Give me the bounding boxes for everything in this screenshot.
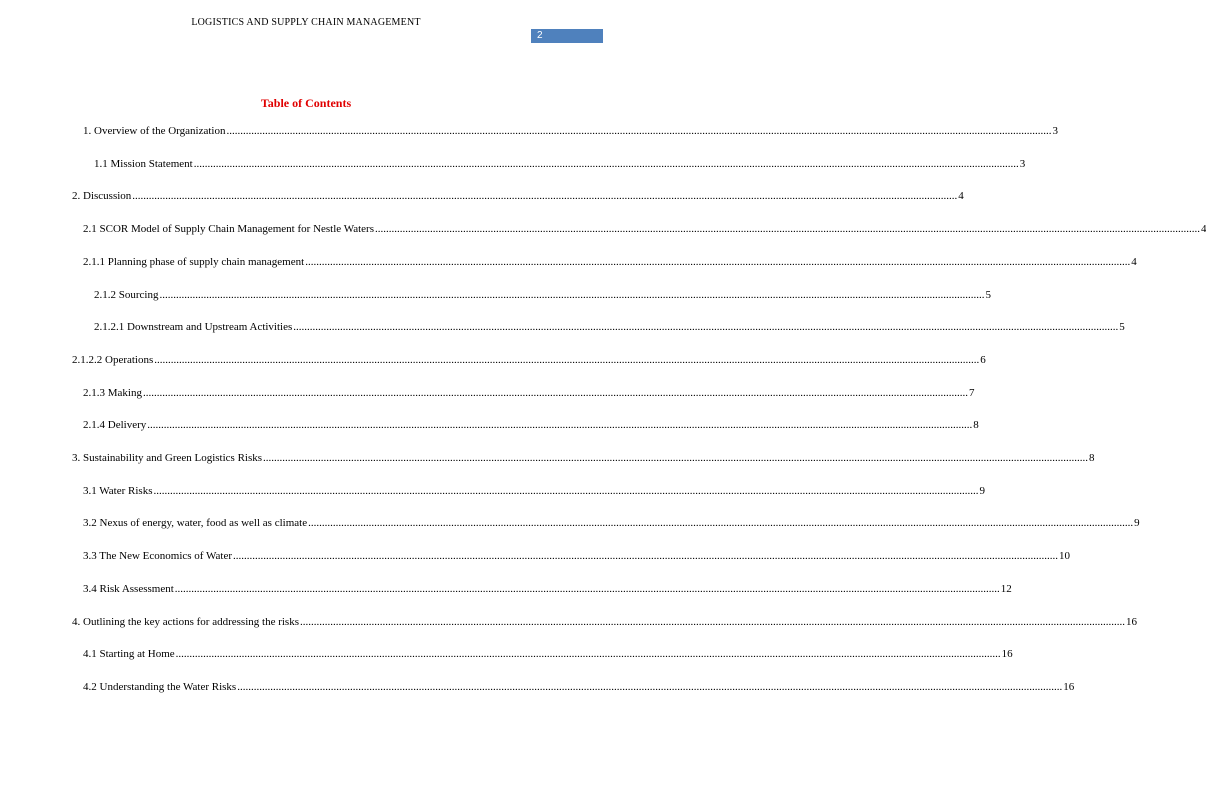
toc-entry-page: 16: [1126, 615, 1137, 628]
toc-entry-page: 6: [980, 353, 986, 366]
toc-entry[interactable]: [72, 614, 1137, 630]
toc-entry-text: 2.1.2.2 Operations: [72, 353, 154, 366]
toc-entry-text: 3.4 Risk Assessment: [83, 582, 174, 595]
toc-dot-leader: ............................................................................................................................................................................................................................................................................................................: [147, 419, 973, 432]
toc-entry[interactable]: [83, 483, 985, 499]
toc-entry[interactable]: [83, 515, 1140, 531]
toc-entry-text: 2.1.2.1 Downstream and Upstream Activities: [94, 321, 293, 334]
toc-entry[interactable]: [94, 156, 1026, 172]
toc-dot-leader: ............................................................................................................................................................................................................................................................................................................: [374, 223, 1200, 236]
toc-dot-leader: ............................................................................................................................................................................................................................................................................................................: [142, 386, 968, 399]
toc-entry-text: 4. Outlining the key actions for addressing the risks: [72, 615, 299, 628]
toc-dot-leader: ............................................................................................................................................................................................................................................................................................................: [153, 484, 979, 497]
toc-entry-text: 2.1.4 Delivery: [83, 419, 147, 432]
toc-dot-leader: ............................................................................................................................................................................................................................................................................................................: [293, 321, 1119, 334]
toc-dot-leader: ............................................................................................................................................................................................................................................................................................................: [237, 680, 1063, 693]
toc-entry-page: 3: [1019, 157, 1026, 170]
toc-entry-text: 1.1 Mission Statement: [94, 157, 193, 170]
toc-dot-leader: ............................................................................................................................................................................................................................................................................................................: [154, 353, 980, 366]
toc-title: Table of Contents: [260, 96, 352, 110]
toc-entry-text: 2.1.2 Sourcing: [94, 288, 159, 301]
toc-entry-text: 2.1.1 Planning phase of supply chain management: [83, 255, 305, 268]
toc-entry-page: 9: [979, 484, 985, 497]
toc-entry[interactable]: [72, 188, 964, 204]
toc-dot-leader: ............................................................................................................................................................................................................................................................................................................: [263, 452, 1089, 464]
toc-dot-leader: ............................................................................................................................................................................................................................................................................................................: [308, 517, 1134, 530]
toc-entry-text: 2.1.3 Making: [83, 386, 142, 399]
toc-entry-page: 8: [973, 419, 979, 432]
toc-dot-leader: ............................................................................................................................................................................................................................................................................................................: [159, 288, 985, 301]
toc-entry-page: 12: [1000, 582, 1012, 595]
toc-entry[interactable]: [94, 287, 991, 303]
toc-entry-text: 3.3 The New Economics of Water: [83, 550, 232, 563]
toc-entry-page: 5: [1119, 321, 1125, 334]
toc-entry-text: 3. Sustainability and Green Logistics Risks: [72, 452, 263, 464]
toc-entry-page: 16: [1001, 648, 1013, 661]
toc-entry-page: 5: [985, 288, 991, 301]
toc-entry-text: 4.1 Starting at Home: [83, 648, 175, 661]
toc-dot-leader: ............................................................................................................................................................................................................................................................................................................: [132, 190, 958, 203]
toc-entry[interactable]: [83, 254, 1137, 270]
toc-entry-page: 16: [1063, 680, 1075, 693]
toc-entry-page: 10: [1059, 550, 1070, 563]
toc-entry[interactable]: [83, 417, 979, 433]
running-header: LOGISTICS AND SUPPLY CHAIN MANAGEMENT: [191, 17, 421, 28]
toc-entry-text: 3.1 Water Risks: [83, 484, 153, 497]
toc-entry[interactable]: [72, 450, 1095, 466]
toc-entry[interactable]: [83, 646, 1013, 662]
toc-entry[interactable]: [94, 319, 1125, 335]
toc-entry-text: 2. Discussion: [72, 190, 132, 203]
toc-entry[interactable]: [83, 123, 1058, 139]
toc-entry-page: 4: [1200, 223, 1206, 236]
toc-entry-page: 9: [1134, 517, 1140, 530]
toc-entry[interactable]: [83, 679, 1075, 695]
toc-entry[interactable]: [83, 548, 1070, 564]
toc-entry-page: 3: [1052, 125, 1058, 137]
toc-entry-page: 7: [968, 386, 975, 399]
toc-dot-leader: ............................................................................................................................................................................................................................................................................................................: [193, 157, 1019, 170]
toc-entry-text: 1. Overview of the Organization: [83, 125, 226, 137]
toc-entry-page: 4: [958, 190, 964, 203]
toc-dot-leader: ............................................................................................................................................................................................................................................................................................................: [300, 615, 1125, 628]
page-number: 2: [531, 29, 603, 43]
toc-entry[interactable]: [83, 581, 1012, 597]
toc-dot-leader: ............................................................................................................................................................................................................................................................................................................: [226, 125, 1052, 137]
toc-entry-text: 3.2 Nexus of energy, water, food as well as climate: [83, 517, 308, 530]
toc-dot-leader: ............................................................................................................................................................................................................................................................................................................: [175, 648, 1001, 661]
toc-dot-leader: ............................................................................................................................................................................................................................................................................................................: [233, 550, 1058, 563]
toc-entry-text: 4.2 Understanding the Water Risks: [83, 680, 237, 693]
toc-entry-text: 2.1 SCOR Model of Supply Chain Management for Nestle Waters: [83, 223, 374, 236]
toc-entry-page: 8: [1089, 452, 1095, 464]
toc-entry[interactable]: [83, 385, 975, 401]
toc-entry[interactable]: [83, 221, 1206, 237]
toc-dot-leader: ............................................................................................................................................................................................................................................................................................................: [305, 255, 1131, 268]
toc-entry-page: 4: [1131, 255, 1137, 268]
toc-dot-leader: ............................................................................................................................................................................................................................................................................................................: [174, 582, 1000, 595]
toc-entry[interactable]: [72, 352, 986, 368]
